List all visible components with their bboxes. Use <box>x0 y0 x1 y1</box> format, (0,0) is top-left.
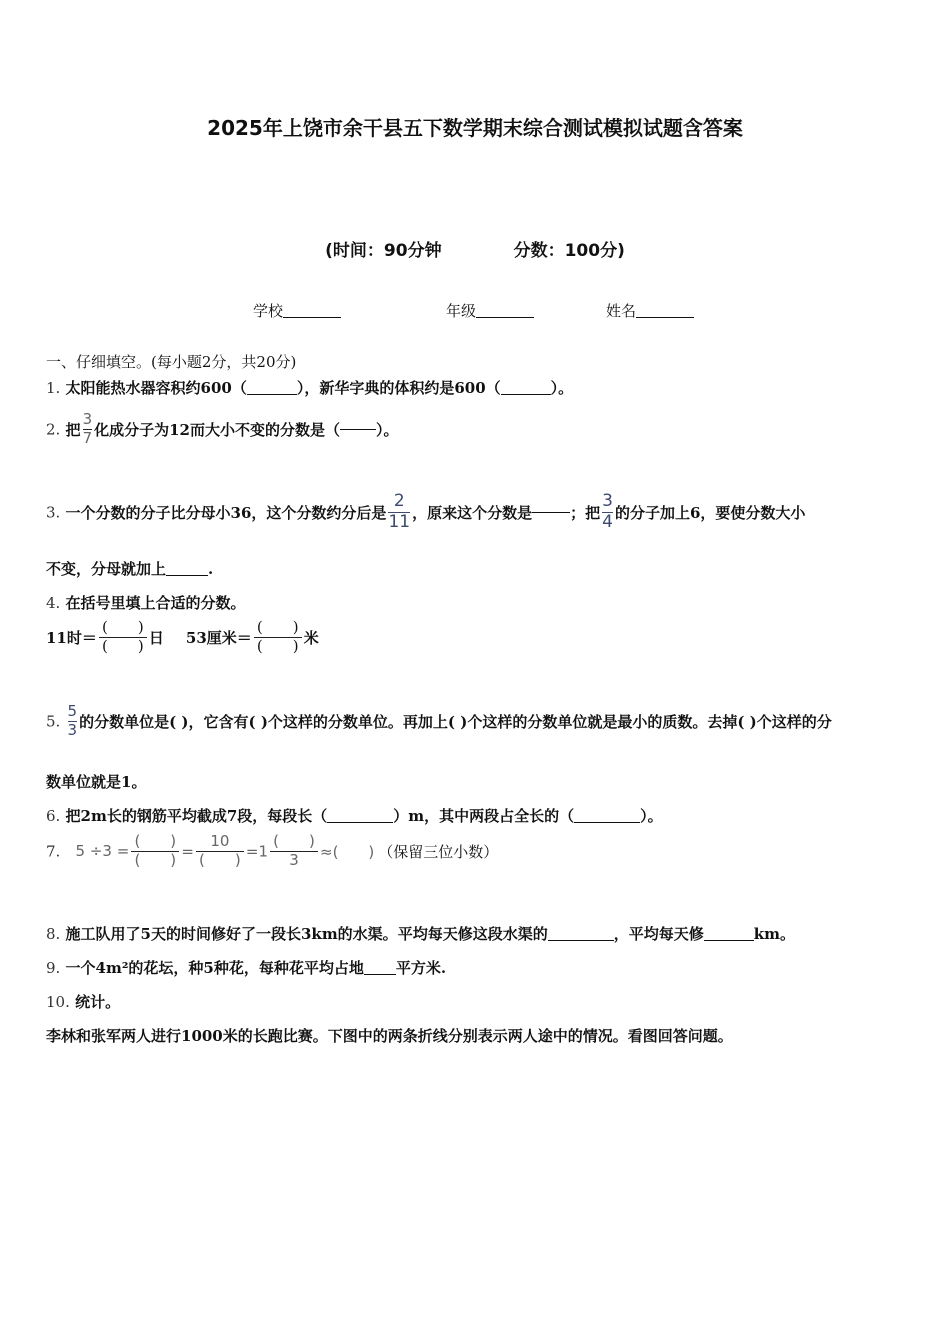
q7-fraction-1[interactable]: $\frac{( )}{( )}$ <box>131 834 179 869</box>
q3-blank-2[interactable] <box>166 574 208 576</box>
q9-blank[interactable] <box>364 973 396 975</box>
question-10-desc: 李林和张军两人进行1000米的长跑比赛。下图中的两条折线分别表示两人途中的情况。看图回答问题。 <box>46 1027 733 1045</box>
school-blank[interactable] <box>283 316 341 318</box>
question-8: 8. 施工队用了5天的时间修好了一段长3km的水渠。平均每天修这段水渠的 ，平均每天修 km。 <box>46 925 795 943</box>
q1-blank-2[interactable] <box>501 393 551 395</box>
q5-fraction: $\frac{5}{3}$ <box>67 702 78 739</box>
q2-blank[interactable] <box>340 428 376 430</box>
grade-field[interactable]: 年级 <box>446 300 534 321</box>
question-6: 6. 把2m长的钢筋平均截成7段，每段长（ ）m，其中两段占全长的（ ）。 <box>46 807 663 825</box>
grade-blank[interactable] <box>476 316 534 318</box>
question-5-cont: 数单位就是1。 <box>46 773 147 791</box>
q6-blank-1[interactable] <box>327 821 393 823</box>
question-5: 5. $\frac{5}{3}$ 的分数单位是( )，它含有( )个这样的分数单位。再加上( )个这样的分数单位就是最小的质数。去掉( )个这样的分 <box>46 702 832 739</box>
q7-fraction-2[interactable]: $\frac{10}{( )}$ <box>196 834 244 869</box>
question-2: 2. 把 $\frac{3}{7}$ 化成分子为12而大小不变的分数是（ ）。 <box>46 410 399 447</box>
question-4: 4. 在括号里填上合适的分数。 <box>46 594 246 612</box>
q8-blank-2[interactable] <box>704 939 754 941</box>
q4-fraction-b[interactable]: $\frac{( )}{( )}$ <box>254 620 302 655</box>
q3-fraction-2: $\frac{3}{4}$ <box>602 491 613 532</box>
q1-blank-1[interactable] <box>247 393 297 395</box>
q3-fraction-1: $\frac{2}{11}$ <box>388 491 411 532</box>
school-field[interactable]: 学校 <box>253 300 341 321</box>
q2-fraction: $\frac{3}{7}$ <box>82 410 93 447</box>
q3-blank-1[interactable] <box>532 511 570 513</box>
question-7: 7. 5 ÷3 = $\frac{( )}{( )}$ = $\frac{10}{( )}$ =1 $\frac{( )}{3}$ ≈( ) （保留三位小数） <box>46 832 499 869</box>
exam-score: 分数：100分) <box>513 241 625 261</box>
q7-fraction-3[interactable]: $\frac{( )}{3}$ <box>270 834 318 869</box>
q8-blank-1[interactable] <box>548 939 614 941</box>
question-1: 1. 太阳能热水器容积约600（ ），新华字典的体积约是600（ ）。 <box>46 379 574 397</box>
name-blank[interactable] <box>636 316 694 318</box>
q4-fraction-a[interactable]: $\frac{( )}{( )}$ <box>99 620 147 655</box>
exam-time: (时间：90分钟 <box>325 241 442 261</box>
question-4-items: 11时＝ $\frac{( )}{( )}$ 日 53厘米＝ $\frac{( )}{( )}$ 米 <box>46 618 319 655</box>
exam-info <box>0 236 950 261</box>
section-heading: 一、仔细填空。(每小题2分，共20分) <box>46 353 297 371</box>
name-field[interactable]: 姓名 <box>606 300 694 321</box>
page-title: 2025年上饶市余干县五下数学期末综合测试模拟试题含答案 <box>207 116 743 140</box>
q6-blank-2[interactable] <box>574 821 640 823</box>
question-10: 10. 统计。 <box>46 993 121 1011</box>
question-9: 9. 一个4m²的花坛，种5种花，每种花平均占地 平方米. <box>46 959 447 977</box>
question-3-cont: 不变，分母就加上 . <box>46 560 214 578</box>
question-3: 3. 一个分数的分子比分母小36，这个分数约分后是 $\frac{2}{11}$ ，原来这个分数是 ；把 $\frac{3}{4}$ 的分子加上6，要使分数大小 <box>46 491 806 532</box>
